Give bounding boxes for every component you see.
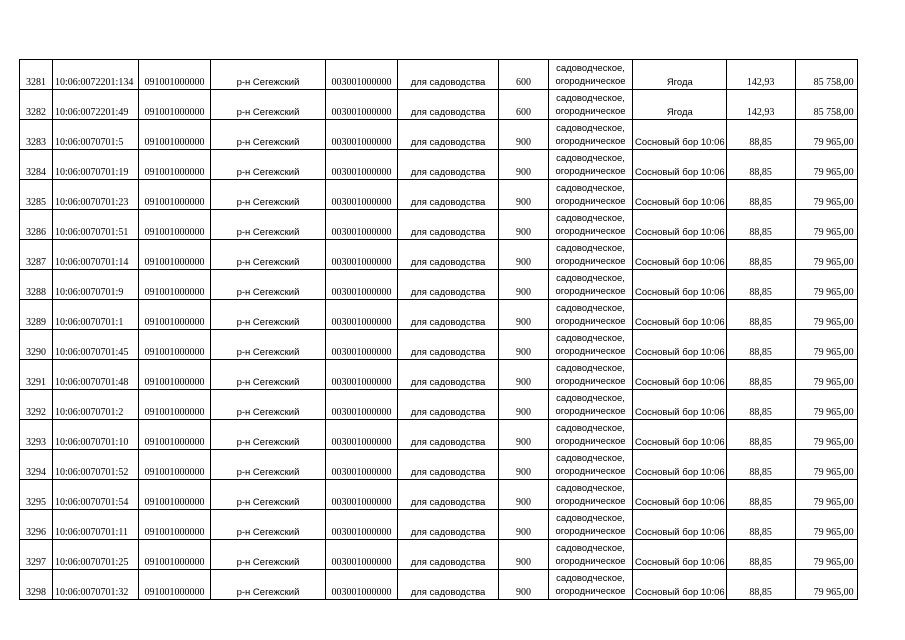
area-cell: 900 bbox=[499, 180, 549, 210]
category-code-cell: 003001000000 bbox=[326, 570, 398, 600]
cadastral-value-cell: 79 965,00 bbox=[795, 420, 857, 450]
purpose-type-line-1: садоводческое, bbox=[556, 573, 625, 584]
rate-cell: 88,85 bbox=[726, 570, 795, 600]
oktmo-code-cell: 091001000000 bbox=[139, 510, 211, 540]
purpose-type-line-1: садоводческое, bbox=[556, 63, 625, 74]
category-code-cell: 003001000000 bbox=[326, 210, 398, 240]
cadastral-number-cell: 10:06:0072201:49 bbox=[53, 90, 139, 120]
purpose-type-line-2: огородническое bbox=[555, 166, 626, 177]
row-number-cell: 3292 bbox=[20, 390, 53, 420]
purpose-type-line-1: садоводческое, bbox=[556, 303, 625, 314]
land-use-cell: для садоводства bbox=[398, 420, 499, 450]
table-row bbox=[20, 180, 858, 210]
purpose-type-cell bbox=[549, 150, 633, 180]
district-cell: р-н Сегежский bbox=[211, 390, 326, 420]
location-cell: Сосновый бор 10:06 bbox=[633, 300, 727, 330]
purpose-type-line-1: садоводческое, bbox=[556, 483, 625, 494]
land-use-cell: для садоводства bbox=[398, 180, 499, 210]
purpose-type-line-2: огородническое bbox=[555, 286, 626, 297]
table-row bbox=[20, 450, 858, 480]
purpose-type-line-2: огородническое bbox=[555, 256, 626, 267]
cadastral-value-cell: 79 965,00 bbox=[795, 210, 857, 240]
table-row bbox=[20, 390, 858, 420]
row-number-cell: 3295 bbox=[20, 480, 53, 510]
category-code-cell: 003001000000 bbox=[326, 150, 398, 180]
oktmo-code-cell: 091001000000 bbox=[139, 450, 211, 480]
category-code-cell: 003001000000 bbox=[326, 540, 398, 570]
area-cell: 900 bbox=[499, 330, 549, 360]
table-row bbox=[20, 300, 858, 330]
purpose-type-line-2: огородническое bbox=[555, 556, 626, 567]
land-use-cell: для садоводства bbox=[398, 270, 499, 300]
oktmo-code-cell: 091001000000 bbox=[139, 120, 211, 150]
cadastral-number-cell: 10:06:0070701:10 bbox=[53, 420, 139, 450]
row-number-cell: 3291 bbox=[20, 360, 53, 390]
land-use-cell: для садоводства bbox=[398, 570, 499, 600]
cadastral-value-cell: 79 965,00 bbox=[795, 150, 857, 180]
rate-cell: 88,85 bbox=[726, 240, 795, 270]
oktmo-code-cell: 091001000000 bbox=[139, 150, 211, 180]
district-cell: р-н Сегежский bbox=[211, 360, 326, 390]
cadastral-number-cell: 10:06:0070701:5 bbox=[53, 120, 139, 150]
location-cell: Сосновый бор 10:06 bbox=[633, 180, 727, 210]
area-cell: 900 bbox=[499, 480, 549, 510]
district-cell: р-н Сегежский bbox=[211, 450, 326, 480]
oktmo-code-cell: 091001000000 bbox=[139, 390, 211, 420]
area-cell: 900 bbox=[499, 150, 549, 180]
rate-cell: 88,85 bbox=[726, 540, 795, 570]
cadastral-number-cell: 10:06:0070701:9 bbox=[53, 270, 139, 300]
area-cell: 900 bbox=[499, 570, 549, 600]
purpose-type-line-2: огородническое bbox=[555, 76, 626, 87]
cadastral-value-cell: 79 965,00 bbox=[795, 510, 857, 540]
district-cell: р-н Сегежский bbox=[211, 60, 326, 90]
district-cell: р-н Сегежский bbox=[211, 210, 326, 240]
category-code-cell: 003001000000 bbox=[326, 390, 398, 420]
purpose-type-line-1: садоводческое, bbox=[556, 243, 625, 254]
land-use-cell: для садоводства bbox=[398, 330, 499, 360]
row-number-cell: 3287 bbox=[20, 240, 53, 270]
purpose-type-line-1: садоводческое, bbox=[556, 513, 625, 524]
location-cell: Сосновый бор 10:06 bbox=[633, 570, 727, 600]
purpose-type-cell bbox=[549, 60, 633, 90]
rate-cell: 88,85 bbox=[726, 150, 795, 180]
purpose-type-line-1: садоводческое, bbox=[556, 93, 625, 104]
purpose-type-line-2: огородническое bbox=[555, 346, 626, 357]
category-code-cell: 003001000000 bbox=[326, 90, 398, 120]
district-cell: р-н Сегежский bbox=[211, 240, 326, 270]
rate-cell: 142,93 bbox=[726, 60, 795, 90]
purpose-type-line-1: садоводческое, bbox=[556, 453, 625, 464]
purpose-type-cell bbox=[549, 180, 633, 210]
area-cell: 900 bbox=[499, 300, 549, 330]
location-cell: Сосновый бор 10:06 bbox=[633, 540, 727, 570]
row-number-cell: 3296 bbox=[20, 510, 53, 540]
land-use-cell: для садоводства bbox=[398, 510, 499, 540]
cadastral-value-cell: 79 965,00 bbox=[795, 300, 857, 330]
purpose-type-line-2: огородническое bbox=[555, 436, 626, 447]
cadastral-value-cell: 79 965,00 bbox=[795, 390, 857, 420]
purpose-type-cell bbox=[549, 450, 633, 480]
purpose-type-line-2: огородническое bbox=[555, 196, 626, 207]
row-number-cell: 3286 bbox=[20, 210, 53, 240]
district-cell: р-н Сегежский bbox=[211, 180, 326, 210]
purpose-type-line-2: огородническое bbox=[555, 496, 626, 507]
table-row bbox=[20, 240, 858, 270]
purpose-type-line-2: огородническое bbox=[555, 106, 626, 117]
rate-cell: 88,85 bbox=[726, 330, 795, 360]
district-cell: р-н Сегежский bbox=[211, 480, 326, 510]
land-use-cell: для садоводства bbox=[398, 60, 499, 90]
table-row bbox=[20, 480, 858, 510]
row-number-cell: 3282 bbox=[20, 90, 53, 120]
purpose-type-line-2: огородническое bbox=[555, 376, 626, 387]
cadastral-value-cell: 79 965,00 bbox=[795, 270, 857, 300]
category-code-cell: 003001000000 bbox=[326, 300, 398, 330]
land-use-cell: для садоводства bbox=[398, 300, 499, 330]
oktmo-code-cell: 091001000000 bbox=[139, 540, 211, 570]
category-code-cell: 003001000000 bbox=[326, 180, 398, 210]
oktmo-code-cell: 091001000000 bbox=[139, 420, 211, 450]
row-number-cell: 3281 bbox=[20, 60, 53, 90]
land-use-cell: для садоводства bbox=[398, 120, 499, 150]
row-number-cell: 3298 bbox=[20, 570, 53, 600]
rate-cell: 88,85 bbox=[726, 510, 795, 540]
table-row bbox=[20, 150, 858, 180]
cadastral-number-cell: 10:06:0070701:51 bbox=[53, 210, 139, 240]
oktmo-code-cell: 091001000000 bbox=[139, 330, 211, 360]
land-use-cell: для садоводства bbox=[398, 540, 499, 570]
purpose-type-line-1: садоводческое, bbox=[556, 363, 625, 374]
district-cell: р-н Сегежский bbox=[211, 120, 326, 150]
area-cell: 600 bbox=[499, 90, 549, 120]
rate-cell: 88,85 bbox=[726, 180, 795, 210]
district-cell: р-н Сегежский bbox=[211, 330, 326, 360]
purpose-type-line-1: садоводческое, bbox=[556, 123, 625, 134]
rate-cell: 88,85 bbox=[726, 360, 795, 390]
purpose-type-line-1: садоводческое, bbox=[556, 393, 625, 404]
rate-cell: 88,85 bbox=[726, 300, 795, 330]
oktmo-code-cell: 091001000000 bbox=[139, 240, 211, 270]
category-code-cell: 003001000000 bbox=[326, 270, 398, 300]
category-code-cell: 003001000000 bbox=[326, 60, 398, 90]
location-cell: Сосновый бор 10:06 bbox=[633, 450, 727, 480]
location-cell: Сосновый бор 10:06 bbox=[633, 360, 727, 390]
district-cell: р-н Сегежский bbox=[211, 270, 326, 300]
purpose-type-cell bbox=[549, 240, 633, 270]
location-cell: Ягода bbox=[633, 60, 727, 90]
rate-cell: 88,85 bbox=[726, 480, 795, 510]
district-cell: р-н Сегежский bbox=[211, 510, 326, 540]
rate-cell: 88,85 bbox=[726, 210, 795, 240]
cadastral-value-cell: 79 965,00 bbox=[795, 480, 857, 510]
cadastral-number-cell: 10:06:0070701:54 bbox=[53, 480, 139, 510]
cadastral-value-cell: 79 965,00 bbox=[795, 240, 857, 270]
cadastral-value-cell: 85 758,00 bbox=[795, 90, 857, 120]
land-use-cell: для садоводства bbox=[398, 480, 499, 510]
category-code-cell: 003001000000 bbox=[326, 420, 398, 450]
oktmo-code-cell: 091001000000 bbox=[139, 270, 211, 300]
row-number-cell: 3297 bbox=[20, 540, 53, 570]
purpose-type-line-2: огородническое bbox=[555, 406, 626, 417]
purpose-type-cell bbox=[549, 90, 633, 120]
rate-cell: 88,85 bbox=[726, 120, 795, 150]
land-use-cell: для садоводства bbox=[398, 210, 499, 240]
area-cell: 900 bbox=[499, 420, 549, 450]
location-cell: Сосновый бор 10:06 bbox=[633, 480, 727, 510]
purpose-type-line-1: садоводческое, bbox=[556, 423, 625, 434]
location-cell: Сосновый бор 10:06 bbox=[633, 210, 727, 240]
row-number-cell: 3289 bbox=[20, 300, 53, 330]
purpose-type-cell bbox=[549, 480, 633, 510]
district-cell: р-н Сегежский bbox=[211, 90, 326, 120]
purpose-type-line-1: садоводческое, bbox=[556, 543, 625, 554]
location-cell: Ягода bbox=[633, 90, 727, 120]
area-cell: 600 bbox=[499, 60, 549, 90]
oktmo-code-cell: 091001000000 bbox=[139, 180, 211, 210]
table-row bbox=[20, 270, 858, 300]
purpose-type-cell bbox=[549, 390, 633, 420]
oktmo-code-cell: 091001000000 bbox=[139, 90, 211, 120]
cadastral-value-cell: 79 965,00 bbox=[795, 570, 857, 600]
table-row bbox=[20, 330, 858, 360]
table-row bbox=[20, 90, 858, 120]
category-code-cell: 003001000000 bbox=[326, 240, 398, 270]
area-cell: 900 bbox=[499, 210, 549, 240]
cadastral-number-cell: 10:06:0070701:2 bbox=[53, 390, 139, 420]
cadastral-value-cell: 85 758,00 bbox=[795, 60, 857, 90]
area-cell: 900 bbox=[499, 540, 549, 570]
purpose-type-line-2: огородническое bbox=[555, 226, 626, 237]
cadastral-number-cell: 10:06:0070701:11 bbox=[53, 510, 139, 540]
location-cell: Сосновый бор 10:06 bbox=[633, 120, 727, 150]
land-use-cell: для садоводства bbox=[398, 90, 499, 120]
cadastral-value-cell: 79 965,00 bbox=[795, 330, 857, 360]
row-number-cell: 3288 bbox=[20, 270, 53, 300]
row-number-cell: 3293 bbox=[20, 420, 53, 450]
purpose-type-cell bbox=[549, 360, 633, 390]
cadastral-value-cell: 79 965,00 bbox=[795, 450, 857, 480]
purpose-type-cell bbox=[549, 300, 633, 330]
purpose-type-line-2: огородническое bbox=[555, 466, 626, 477]
district-cell: р-н Сегежский bbox=[211, 150, 326, 180]
category-code-cell: 003001000000 bbox=[326, 360, 398, 390]
land-use-cell: для садоводства bbox=[398, 450, 499, 480]
cadastral-number-cell: 10:06:0070701:19 bbox=[53, 150, 139, 180]
purpose-type-line-1: садоводческое, bbox=[556, 273, 625, 284]
area-cell: 900 bbox=[499, 120, 549, 150]
oktmo-code-cell: 091001000000 bbox=[139, 360, 211, 390]
row-number-cell: 3283 bbox=[20, 120, 53, 150]
purpose-type-cell bbox=[549, 210, 633, 240]
area-cell: 900 bbox=[499, 510, 549, 540]
oktmo-code-cell: 091001000000 bbox=[139, 480, 211, 510]
area-cell: 900 bbox=[499, 270, 549, 300]
cadastral-value-cell: 79 965,00 bbox=[795, 360, 857, 390]
land-parcel-table bbox=[19, 59, 858, 600]
table-row bbox=[20, 360, 858, 390]
oktmo-code-cell: 091001000000 bbox=[139, 210, 211, 240]
rate-cell: 88,85 bbox=[726, 420, 795, 450]
cadastral-value-cell: 79 965,00 bbox=[795, 180, 857, 210]
row-number-cell: 3284 bbox=[20, 150, 53, 180]
location-cell: Сосновый бор 10:06 bbox=[633, 330, 727, 360]
area-cell: 900 bbox=[499, 390, 549, 420]
cadastral-number-cell: 10:06:0070701:52 bbox=[53, 450, 139, 480]
location-cell: Сосновый бор 10:06 bbox=[633, 390, 727, 420]
table-row bbox=[20, 210, 858, 240]
category-code-cell: 003001000000 bbox=[326, 450, 398, 480]
purpose-type-line-2: огородническое bbox=[555, 136, 626, 147]
purpose-type-line-2: огородническое bbox=[555, 526, 626, 537]
rate-cell: 88,85 bbox=[726, 390, 795, 420]
table-row bbox=[20, 60, 858, 90]
location-cell: Сосновый бор 10:06 bbox=[633, 150, 727, 180]
rate-cell: 88,85 bbox=[726, 270, 795, 300]
purpose-type-cell bbox=[549, 570, 633, 600]
land-use-cell: для садоводства bbox=[398, 150, 499, 180]
cadastral-number-cell: 10:06:0072201:134 bbox=[53, 60, 139, 90]
purpose-type-line-2: огородническое bbox=[555, 586, 626, 597]
category-code-cell: 003001000000 bbox=[326, 120, 398, 150]
row-number-cell: 3290 bbox=[20, 330, 53, 360]
cadastral-number-cell: 10:06:0070701:14 bbox=[53, 240, 139, 270]
cadastral-value-cell: 79 965,00 bbox=[795, 120, 857, 150]
cadastral-number-cell: 10:06:0070701:48 bbox=[53, 360, 139, 390]
purpose-type-cell bbox=[549, 510, 633, 540]
land-use-cell: для садоводства bbox=[398, 360, 499, 390]
area-cell: 900 bbox=[499, 450, 549, 480]
location-cell: Сосновый бор 10:06 bbox=[633, 270, 727, 300]
row-number-cell: 3285 bbox=[20, 180, 53, 210]
purpose-type-cell bbox=[549, 420, 633, 450]
rate-cell: 88,85 bbox=[726, 450, 795, 480]
purpose-type-cell bbox=[549, 120, 633, 150]
cadastral-number-cell: 10:06:0070701:25 bbox=[53, 540, 139, 570]
cadastral-number-cell: 10:06:0070701:23 bbox=[53, 180, 139, 210]
cadastral-value-cell: 79 965,00 bbox=[795, 540, 857, 570]
table-row bbox=[20, 420, 858, 450]
purpose-type-cell bbox=[549, 540, 633, 570]
land-use-cell: для садоводства bbox=[398, 390, 499, 420]
purpose-type-line-1: садоводческое, bbox=[556, 183, 625, 194]
location-cell: Сосновый бор 10:06 bbox=[633, 240, 727, 270]
row-number-cell: 3294 bbox=[20, 450, 53, 480]
district-cell: р-н Сегежский bbox=[211, 420, 326, 450]
purpose-type-line-1: садоводческое, bbox=[556, 153, 625, 164]
location-cell: Сосновый бор 10:06 bbox=[633, 510, 727, 540]
district-cell: р-н Сегежский bbox=[211, 540, 326, 570]
table-row bbox=[20, 120, 858, 150]
land-use-cell: для садоводства bbox=[398, 240, 499, 270]
location-cell: Сосновый бор 10:06 bbox=[633, 420, 727, 450]
category-code-cell: 003001000000 bbox=[326, 330, 398, 360]
area-cell: 900 bbox=[499, 360, 549, 390]
rate-cell: 142,93 bbox=[726, 90, 795, 120]
purpose-type-line-2: огородническое bbox=[555, 316, 626, 327]
table-row bbox=[20, 570, 858, 600]
purpose-type-cell bbox=[549, 330, 633, 360]
table-row bbox=[20, 540, 858, 570]
oktmo-code-cell: 091001000000 bbox=[139, 570, 211, 600]
category-code-cell: 003001000000 bbox=[326, 510, 398, 540]
cadastral-number-cell: 10:06:0070701:1 bbox=[53, 300, 139, 330]
table-body bbox=[20, 60, 858, 600]
purpose-type-line-1: садоводческое, bbox=[556, 333, 625, 344]
district-cell: р-н Сегежский bbox=[211, 570, 326, 600]
area-cell: 900 bbox=[499, 240, 549, 270]
purpose-type-cell bbox=[549, 270, 633, 300]
oktmo-code-cell: 091001000000 bbox=[139, 60, 211, 90]
category-code-cell: 003001000000 bbox=[326, 480, 398, 510]
oktmo-code-cell: 091001000000 bbox=[139, 300, 211, 330]
table-row bbox=[20, 510, 858, 540]
district-cell: р-н Сегежский bbox=[211, 300, 326, 330]
cadastral-number-cell: 10:06:0070701:32 bbox=[53, 570, 139, 600]
purpose-type-line-1: садоводческое, bbox=[556, 213, 625, 224]
cadastral-number-cell: 10:06:0070701:45 bbox=[53, 330, 139, 360]
